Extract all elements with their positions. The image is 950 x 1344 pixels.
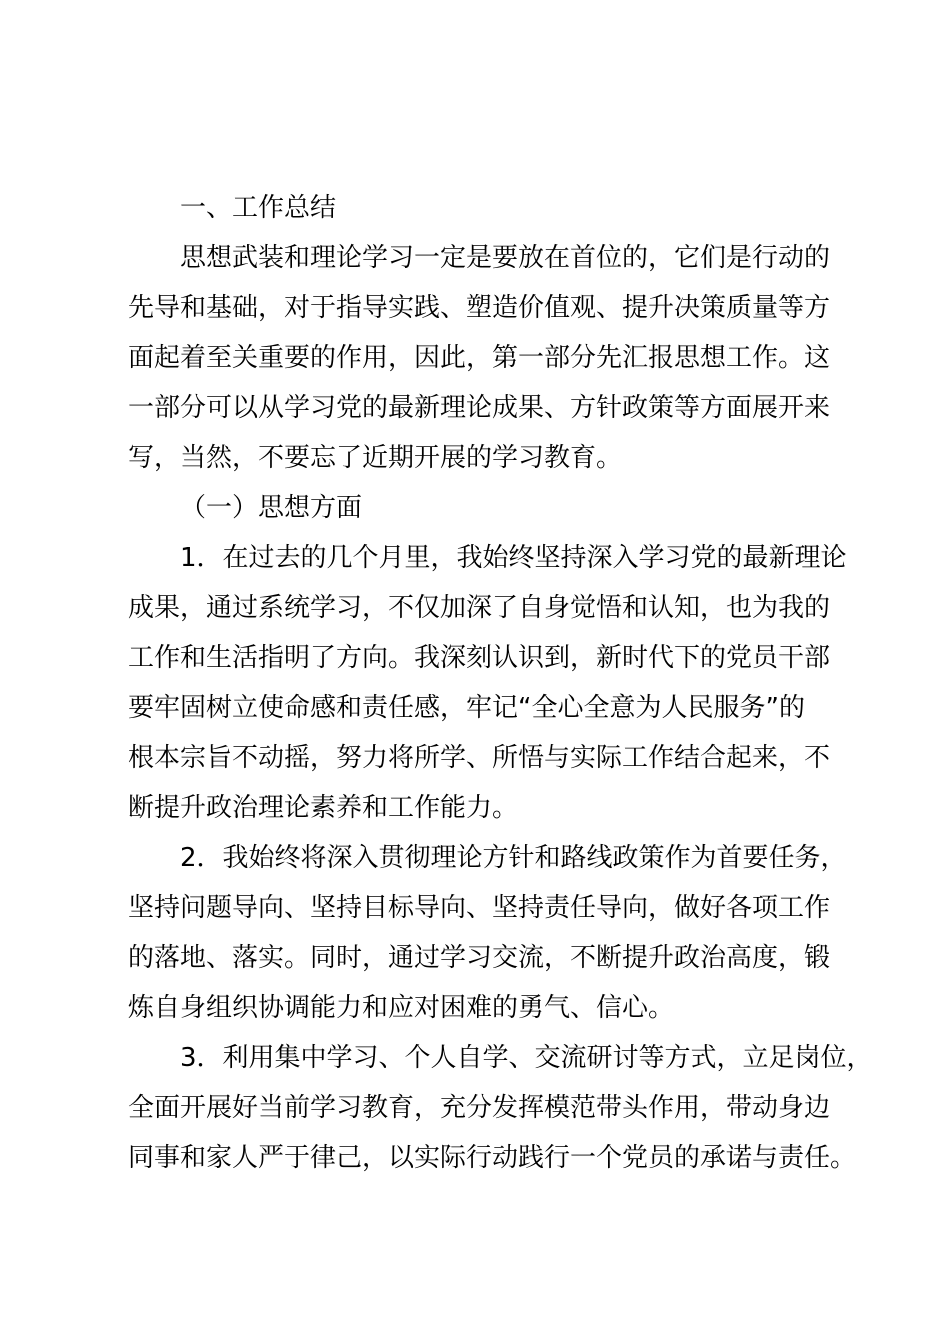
- subsection-heading: （一）思想方面: [180, 493, 363, 523]
- paragraph-line: 先导和基础，对于指导实践、塑造价值观、提升决策质量等方: [128, 293, 831, 323]
- paragraph-line: 的落地、落实。同时，通过学习交流，不断提升政治高度，锻: [128, 943, 831, 973]
- paragraph-line: 1．在过去的几个月里，我始终坚持深入学习党的最新理论: [180, 543, 847, 573]
- intro-paragraph: [128, 233, 836, 483]
- item-3-paragraph: [128, 1033, 873, 1183]
- paragraph-line: 全面开展好当前学习教育，充分发挥模范带头作用，带动身边: [128, 1093, 831, 1123]
- paragraph-line: 3．利用集中学习、个人自学、交流研讨等方式，立足岗位，: [180, 1043, 873, 1073]
- paragraph-line: 炼自身组织协调能力和应对困难的勇气、信心。: [128, 993, 675, 1023]
- document-body: [128, 183, 873, 1183]
- paragraph-line: 成果，通过系统学习，不仅加深了自身觉悟和认知，也为我的: [128, 593, 831, 623]
- paragraph-line: 坚持问题导向、坚持目标导向、坚持责任导向，做好各项工作: [128, 893, 831, 923]
- paragraph-line: 思想武装和理论学习一定是要放在首位的，它们是行动的: [180, 243, 831, 273]
- paragraph-line: 写，当然，不要忘了近期开展的学习教育。: [128, 443, 623, 473]
- paragraph-line: 面起着至关重要的作用，因此，第一部分先汇报思想工作。这: [128, 343, 831, 373]
- paragraph-line: 2．我始终将深入贯彻理论方针和路线政策作为首要任务，: [180, 843, 847, 873]
- paragraph-line: 要牢固树立使命感和责任感，牢记“全心全意为人民服务”的: [128, 693, 805, 723]
- item-1-paragraph: [128, 533, 847, 833]
- section-heading: 一、工作总结: [180, 193, 337, 223]
- item-2-paragraph: [128, 833, 847, 1033]
- paragraph-line: 一部分可以从学习党的最新理论成果、方针政策等方面展开来: [128, 393, 831, 423]
- paragraph-line: 断提升政治理论素养和工作能力。: [128, 793, 519, 823]
- paragraph-line: 根本宗旨不动摇，努力将所学、所悟与实际工作结合起来，不: [128, 743, 831, 773]
- paragraph-line: 工作和生活指明了方向。我深刻认识到，新时代下的党员干部: [128, 643, 831, 673]
- paragraph-line: 同事和家人严于律己，以实际行动践行一个党员的承诺与责任。: [128, 1143, 857, 1173]
